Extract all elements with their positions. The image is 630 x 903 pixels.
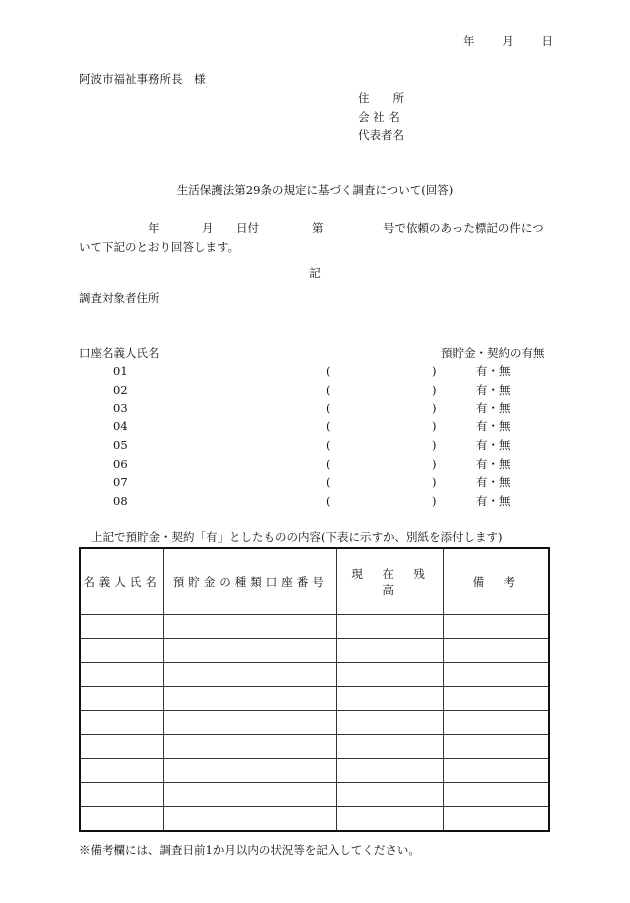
intro-year: 年: [148, 221, 160, 235]
close-paren: ): [432, 383, 437, 397]
close-paren: ): [432, 401, 437, 415]
open-paren: (: [326, 383, 331, 397]
open-paren: (: [326, 475, 331, 489]
table-cell[interactable]: [164, 783, 337, 807]
sender-address-label: 住 所: [358, 91, 404, 105]
table-cell[interactable]: [337, 615, 444, 639]
yes-no-choice: 有・無: [476, 364, 511, 378]
date-year: 年: [463, 34, 475, 48]
close-paren: ): [432, 419, 437, 433]
open-paren: (: [326, 457, 331, 471]
row-number: 06: [113, 457, 128, 471]
table-cell[interactable]: [337, 735, 444, 759]
table-cell[interactable]: [80, 711, 164, 735]
table-cell[interactable]: [164, 711, 337, 735]
table-cell[interactable]: [164, 759, 337, 783]
addressee: 阿波市福祉事務所長 様: [79, 72, 206, 86]
table-cell[interactable]: [443, 783, 549, 807]
close-paren: ): [432, 494, 437, 508]
table-caption: 上記で預貯金・契約「有」としたものの内容(下表に示すか、別紙を添付します): [91, 530, 503, 544]
table-row: [80, 807, 549, 832]
table-cell[interactable]: [337, 663, 444, 687]
table-cell[interactable]: [80, 687, 164, 711]
row-number: 03: [113, 401, 128, 415]
sender-rep-label: 代表者名: [358, 128, 404, 142]
row-number: 01: [113, 364, 128, 378]
deposit-status-label: 預貯金・契約の有無: [441, 346, 545, 360]
table-cell[interactable]: [80, 759, 164, 783]
table-row: [80, 735, 549, 759]
row-number: 08: [113, 494, 128, 508]
table-cell[interactable]: [443, 663, 549, 687]
intro-day-dated: 日付: [236, 221, 259, 235]
table-cell[interactable]: [80, 663, 164, 687]
open-paren: (: [326, 419, 331, 433]
table-row: [80, 663, 549, 687]
yes-no-choice: 有・無: [476, 494, 511, 508]
table-cell[interactable]: [337, 687, 444, 711]
yes-no-choice: 有・無: [476, 457, 511, 471]
table-cell[interactable]: [337, 759, 444, 783]
table-cell[interactable]: [443, 807, 549, 832]
yes-no-choice: 有・無: [476, 401, 511, 415]
table-cell[interactable]: [164, 615, 337, 639]
table-cell[interactable]: [164, 639, 337, 663]
table-cell[interactable]: [164, 807, 337, 832]
row-number: 02: [113, 383, 128, 397]
table-cell[interactable]: [164, 735, 337, 759]
header-current-balance: 現 在 残 高: [337, 548, 444, 615]
open-paren: (: [326, 438, 331, 452]
yes-no-choice: 有・無: [476, 383, 511, 397]
table-cell[interactable]: [443, 711, 549, 735]
yes-no-choice: 有・無: [476, 419, 511, 433]
intro-line2: いて下記のとおり回答します。: [79, 240, 240, 254]
date-month: 月: [502, 34, 514, 48]
table-row: [80, 687, 549, 711]
intro-month: 月: [202, 221, 214, 235]
table-cell[interactable]: [80, 783, 164, 807]
open-paren: (: [326, 401, 331, 415]
table-cell[interactable]: [80, 615, 164, 639]
table-row: [80, 615, 549, 639]
table-cell[interactable]: [443, 687, 549, 711]
table-cell[interactable]: [443, 735, 549, 759]
close-paren: ): [432, 438, 437, 452]
account-holder-label: 口座名義人氏名: [79, 346, 160, 360]
table-row: [80, 783, 549, 807]
subject-address-label: 調査対象者住所: [79, 291, 160, 305]
close-paren: ): [432, 475, 437, 489]
header-remarks: 備 考: [443, 548, 549, 615]
footnote: ※備考欄には、調査日前1か月以内の状況等を記入してください。: [79, 843, 420, 857]
table-cell[interactable]: [164, 687, 337, 711]
date-day: 日: [541, 34, 553, 48]
document-title: 生活保護法第29条の規定に基づく調査について(回答): [176, 183, 454, 197]
table-header-row: [80, 548, 549, 615]
intro-dai: 第: [312, 221, 324, 235]
intro-line1-tail: 号で依頼のあった標記の件につ: [383, 221, 544, 235]
close-paren: ): [432, 364, 437, 378]
table-row: [80, 711, 549, 735]
header-account-type-number: 預貯金の種類口座番号: [164, 548, 337, 615]
row-number: 04: [113, 419, 128, 433]
table-cell[interactable]: [337, 807, 444, 832]
table-row: [80, 639, 549, 663]
table-row: [80, 759, 549, 783]
table-cell[interactable]: [337, 711, 444, 735]
yes-no-choice: 有・無: [476, 438, 511, 452]
open-paren: (: [326, 494, 331, 508]
date-line: [463, 34, 553, 48]
deposit-detail-table: [79, 547, 550, 832]
table-cell[interactable]: [337, 783, 444, 807]
ki-marker: 記: [309, 266, 321, 280]
table-cell[interactable]: [337, 639, 444, 663]
table-cell[interactable]: [80, 639, 164, 663]
header-holder-name: 名義人氏名: [80, 548, 164, 615]
yes-no-choice: 有・無: [476, 475, 511, 489]
table-cell[interactable]: [80, 735, 164, 759]
sender-company-label: 会 社 名: [358, 110, 400, 124]
table-cell[interactable]: [80, 807, 164, 832]
table-cell[interactable]: [164, 663, 337, 687]
row-number: 07: [113, 475, 128, 489]
table-cell[interactable]: [443, 759, 549, 783]
table-cell[interactable]: [443, 615, 549, 639]
close-paren: ): [432, 457, 437, 471]
table-cell[interactable]: [443, 639, 549, 663]
open-paren: (: [326, 364, 331, 378]
row-number: 05: [113, 438, 128, 452]
